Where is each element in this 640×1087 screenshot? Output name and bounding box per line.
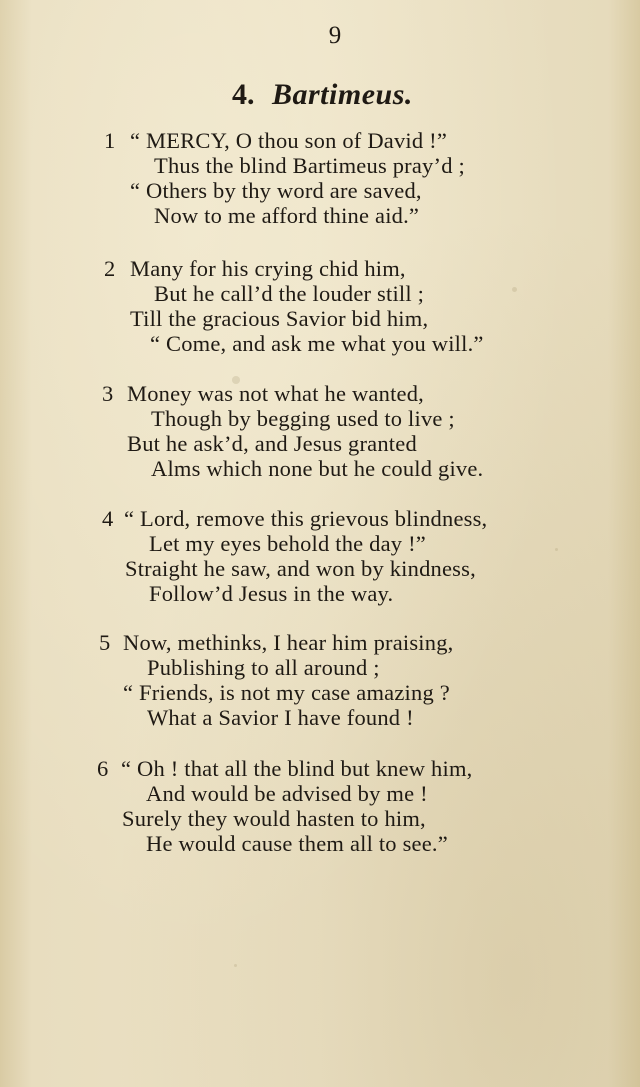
verse-line: What a Savior I have found ! — [147, 705, 414, 730]
verse-line: Publishing to all around ; — [147, 655, 380, 680]
stanza-number: 5 — [99, 630, 111, 655]
verse-line: Follow’d Jesus in the way. — [149, 581, 394, 606]
verse-line: But he call’d the louder still ; — [154, 281, 425, 306]
verse-line: Straight he saw, and won by kindness, — [125, 556, 476, 581]
paper-stain — [555, 548, 558, 551]
paper-stain — [512, 287, 517, 292]
hymn-name: Bartimeus. — [272, 78, 413, 111]
verse-line: “ MERCY, O thou son of David !” — [130, 128, 448, 153]
stanza-number: 6 — [97, 756, 109, 781]
verse-line: Many for his crying chid him, — [130, 256, 406, 281]
stanza-number: 4 — [102, 506, 114, 531]
stanza-number: 2 — [104, 256, 116, 281]
page-number: 9 — [328, 22, 342, 49]
verse-line: Let my eyes behold the day !” — [149, 531, 426, 556]
hymn-title — [232, 78, 413, 112]
verse-line: “ Come, and ask me what you will.” — [150, 331, 484, 356]
verse-line: Till the gracious Savior bid him, — [130, 306, 429, 331]
stanza-number: 3 — [102, 381, 114, 406]
verse-line: Thus the blind Bartimeus pray’d ; — [154, 153, 465, 178]
verse-line: “ Lord, remove this grievous blindness, — [124, 506, 488, 531]
paper-stain — [234, 964, 237, 967]
verse-line: “ Oh ! that all the blind but knew him, — [121, 756, 473, 781]
hymn-number: 4. — [232, 78, 255, 111]
verse-line: Now to me afford thine aid.” — [154, 203, 420, 228]
verse-line: And would be advised by me ! — [146, 781, 428, 806]
verse-line: “ Others by thy word are saved, — [130, 178, 422, 203]
verse-line: But he ask’d, and Jesus granted — [127, 431, 417, 456]
verse-line: “ Friends, is not my case amazing ? — [123, 680, 450, 705]
verse-line: Money was not what he wanted, — [127, 381, 424, 406]
stanza-number: 1 — [104, 128, 116, 153]
verse-line: He would cause them all to see.” — [146, 831, 448, 856]
verse-line: Surely they would hasten to him, — [122, 806, 426, 831]
verse-line: Now, methinks, I hear him praising, — [123, 630, 454, 655]
verse-line: Though by begging used to live ; — [151, 406, 455, 431]
verse-line: Alms which none but he could give. — [151, 456, 484, 481]
